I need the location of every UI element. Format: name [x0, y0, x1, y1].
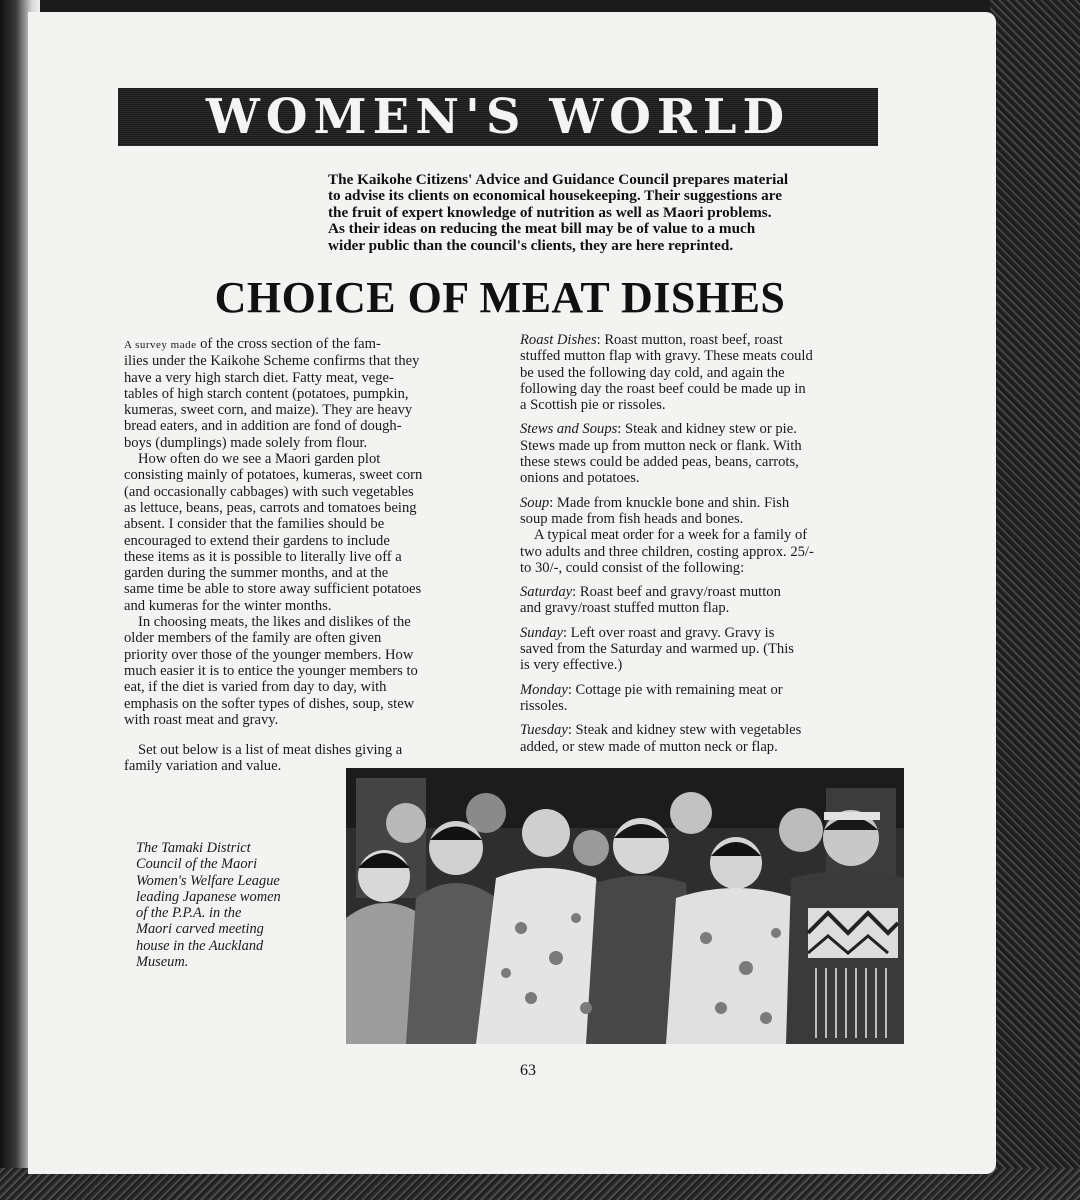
dish-label: Roast Dishes	[520, 332, 597, 348]
day-label: Monday	[520, 681, 568, 698]
intro-paragraph	[328, 172, 888, 254]
paragraph-line: boys (dumplings) made solely from flour.	[124, 434, 368, 451]
paragraph-line: Roast Dishes: Roast mutton, roast beef, roast	[520, 332, 783, 348]
paragraph-line: Stews and Soups: Steak and kidney stew or pie.	[520, 421, 797, 438]
left-column	[124, 336, 502, 775]
paragraph-line: Saturday: Roast beef and gravy/roast mutton	[520, 584, 781, 601]
photo-caption	[136, 840, 336, 970]
paragraph-line: two adults and three children, costing approx. 25/-	[520, 543, 814, 560]
paragraph-line: absent. I consider that the families should be	[124, 516, 385, 533]
paragraph-line: bread eaters, and in addition are fond of dough-	[124, 418, 402, 435]
scan-background-right	[990, 0, 1080, 1200]
section-banner	[118, 88, 878, 146]
paragraph-line: encouraged to extend their gardens to include	[124, 532, 390, 549]
caption-line: house in the Auckland	[136, 937, 264, 954]
day-label: Sunday	[520, 624, 563, 641]
intro-line: wider public than the council's clients, they are here reprinted.	[328, 236, 734, 254]
paragraph-line: much easier it is to entice the younger members to	[124, 662, 418, 679]
paragraph-line: older members of the family are often given	[124, 630, 382, 647]
dish-label: Soup	[520, 494, 550, 511]
paragraph-line: rissoles.	[520, 697, 568, 714]
intro-line: The Kaikohe Citizens' Advice and Guidance Council prepares material	[328, 171, 789, 188]
paragraph-line: garden during the summer months, and at the	[124, 565, 389, 582]
paragraph-line: priority over those of the younger members. How	[124, 646, 414, 663]
paragraph-line: to 30/-, could consist of the following:	[520, 559, 745, 576]
paragraph-line: with roast meat and gravy.	[124, 711, 279, 728]
paragraph-line: saved from the Saturday and warmed up. (This	[520, 641, 794, 658]
section-title: WOMEN'S WORLD	[205, 89, 791, 145]
caption-line: leading Japanese women	[136, 888, 281, 905]
paragraph-line: Set out below is a list of meat dishes giving a	[138, 742, 403, 759]
caption-line: Council of the Maori	[136, 856, 258, 873]
paragraph-line: is very effective.)	[520, 657, 623, 674]
paragraph-line: Monday: Cottage pie with remaining meat or	[520, 681, 783, 698]
caption-line: Women's Welfare League	[136, 872, 280, 889]
paragraph-line: and kumeras for the winter months.	[124, 597, 332, 614]
paragraph-line: be used the following day cold, and again the	[520, 364, 785, 381]
paragraph-line: family variation and value.	[124, 758, 282, 775]
paragraph-line: emphasis on the softer types of dishes, soup, stew	[124, 695, 415, 712]
paragraph-line: Sunday: Left over roast and gravy. Gravy is	[520, 624, 775, 641]
caption-line: The Tamaki District	[136, 840, 251, 856]
paragraph-line: Stews made up from mutton neck or flank. With	[520, 437, 802, 454]
article-headline: CHOICE OF MEAT DISHES	[214, 273, 786, 322]
paragraph-line: In choosing meats, the likes and dislikes of the	[138, 614, 411, 631]
paragraph-line: A survey made of the cross section of the fam-	[124, 336, 381, 352]
right-column	[520, 332, 898, 755]
paragraph-line: (and occasionally cabbages) with such vegetables	[124, 483, 414, 500]
paragraph-line: these stews could be added peas, beans, carrots,	[520, 454, 799, 471]
caption-line: Museum.	[136, 954, 189, 971]
lead-in-text: A survey made	[124, 339, 197, 351]
paragraph-line: stuffed mutton flap with gravy. These meats could	[520, 348, 813, 365]
paragraph-line: onions and potatoes.	[520, 470, 640, 487]
group-photo-illustration	[346, 768, 904, 1044]
paragraph-line: have a very high starch diet. Fatty meat, vege-	[124, 369, 394, 386]
intro-line: the fruit of expert knowledge of nutrition as well as Maori problems.	[328, 203, 772, 221]
caption-line: of the P.P.A. in the	[136, 905, 242, 922]
dish-label: Stews and Soups	[520, 421, 618, 438]
paragraph-line: ilies under the Kaikohe Scheme confirms that they	[124, 353, 420, 370]
paragraph-line: following day the roast beef could be made up in	[520, 380, 806, 397]
intro-line: to advise its clients on economical housekeeping. Their suggestions are	[328, 187, 782, 205]
paragraph-line: kumeras, sweet corn, and maize). They are heavy	[124, 402, 413, 419]
paragraph-line: same time be able to store away sufficient potatoes	[124, 581, 422, 598]
paragraph-line: tables of high starch content (potatoes, pumpkin,	[124, 385, 409, 402]
paragraph-line: soup made from fish heads and bones.	[520, 510, 744, 527]
group-photo	[346, 768, 904, 1044]
page-number: 63	[520, 1062, 536, 1079]
paragraph-line: eat, if the diet is varied from day to day, with	[124, 679, 387, 696]
paragraph-line: How often do we see a Maori garden plot	[138, 451, 381, 468]
caption-line: Maori carved meeting	[136, 921, 264, 938]
intro-line: As their ideas on reducing the meat bill may be of value to a much	[328, 220, 756, 238]
paragraph-line: A typical meat order for a week for a family of	[534, 527, 808, 544]
paragraph-line: and gravy/roast stuffed mutton flap.	[520, 600, 730, 617]
paragraph-line: Tuesday: Steak and kidney stew with vegetables	[520, 722, 802, 739]
paragraph-line: Soup: Made from knuckle bone and shin. Fish	[520, 494, 790, 511]
paragraph-line: a Scottish pie or rissoles.	[520, 397, 666, 414]
paragraph-line: added, or stew made of mutton neck or flap.	[520, 738, 778, 755]
day-label: Saturday	[520, 584, 573, 601]
day-label: Tuesday	[520, 722, 568, 739]
paragraph-line: as lettuce, beans, peas, carrots and tomatoes being	[124, 499, 417, 516]
paragraph-line: consisting mainly of potatoes, kumeras, sweet corn	[124, 467, 423, 484]
paragraph-line: these items as it is possible to literally live off a	[124, 548, 402, 565]
